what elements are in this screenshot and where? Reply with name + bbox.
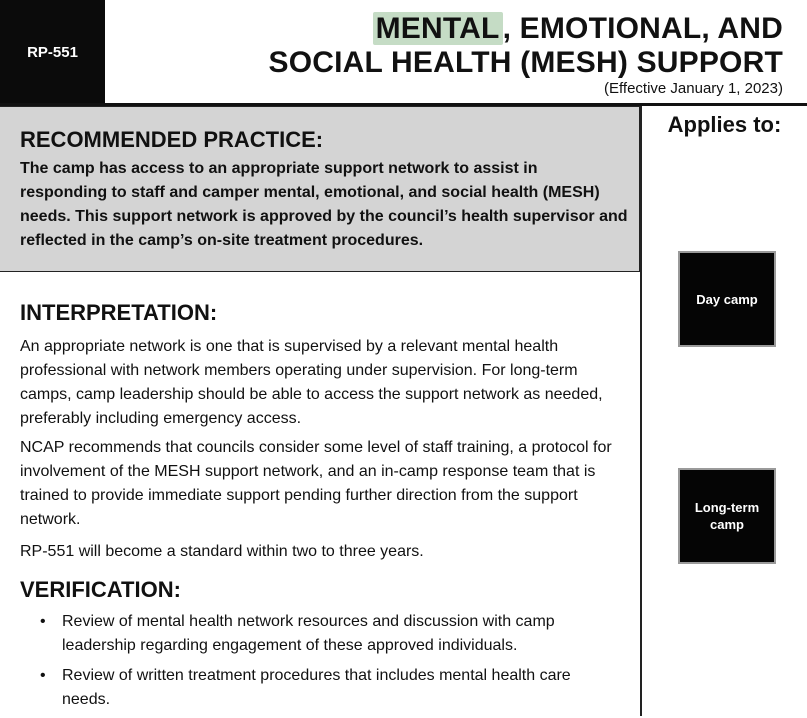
bullet-icon: • [40,613,46,630]
title-highlight: MENTAL [373,12,503,45]
interpretation-paragraph-3: RP-551 will become a standard within two to three years. [20,543,424,560]
tag-day-camp-label: Day camp [696,291,758,307]
interpretation-heading: INTERPRETATION: [20,300,218,325]
title-line-1 [268,12,783,46]
standard-code: RP-551 [27,44,78,61]
applies-to-heading: Applies to: [667,112,782,137]
tag-long-term-camp-label: Long-term camp [694,500,760,532]
verification-list [0,610,640,718]
recommended-practice-box [0,106,640,272]
list-item [0,664,622,712]
tag-long-term-camp [678,468,776,564]
tag-day-camp [678,251,776,347]
effective-date: (Effective January 1, 2023) [604,80,783,97]
list-item-text: Review of mental health network resources and discussion with camp leadership regarding engagement of these approved individuals. [62,613,555,654]
page-title [268,12,783,80]
verification-heading: VERIFICATION: [20,577,181,602]
list-item [0,610,622,658]
recommended-practice-text: The camp has access to an appropriate support network to assist in responding to staff and camper mental, emotional, and social health (MESH) needs. This support network is approved by the council’s health supervisor and reflected in the camp’s on-site treatment procedures. [20,160,628,249]
list-item-text: Review of written treatment procedures that includes mental health care needs. [62,667,571,708]
column-divider [640,106,642,716]
interpretation-paragraph-2: NCAP recommends that councils consider some level of staff training, a protocol for involvement of the MESH support network, and an in-camp response team that is trained to provide immediate support pending further direction from the support network. [20,439,612,528]
bullet-icon: • [40,667,46,684]
standard-code-box [0,0,105,105]
title-line-1-rest: , EMOTIONAL, AND [502,12,783,45]
interpretation-paragraph-1: An appropriate network is one that is supervised by a relevant mental health professional with network members operating under supervision. For long-term camps, camp leadership should be able to access the support network as needed, preferably including emergency access. [20,338,603,427]
recommended-practice-heading: RECOMMENDED PRACTICE: [20,127,324,152]
title-line-2: SOCIAL HEALTH (MESH) SUPPORT [268,46,783,79]
